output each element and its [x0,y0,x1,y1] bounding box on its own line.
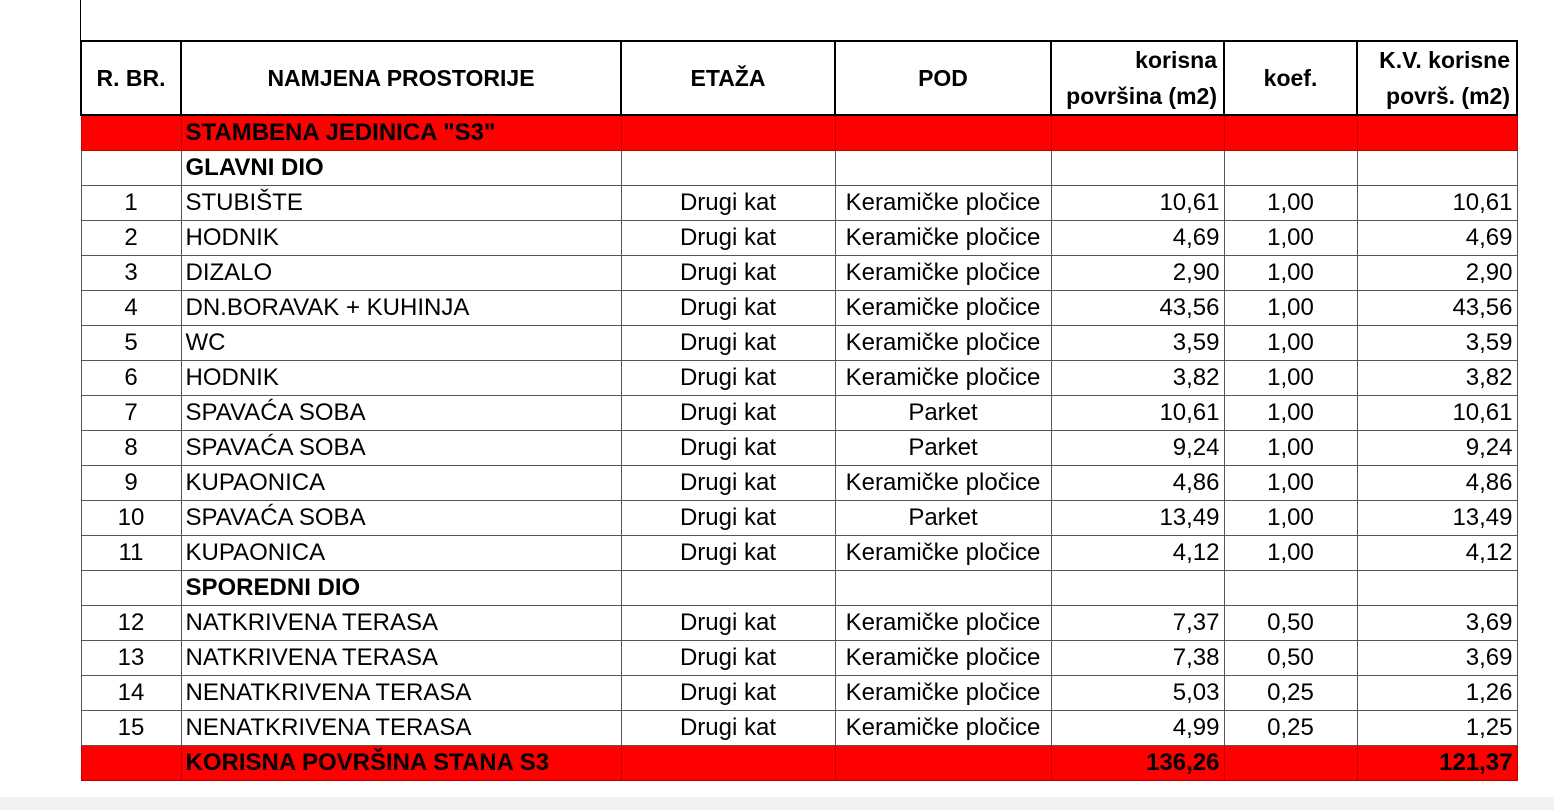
table-row [81,290,1517,325]
table-row [81,360,1517,395]
area-cell: 4,69 [1051,220,1224,255]
col-header-namjena: NAMJENA PROSTORIJE [181,41,621,115]
coef-cell: 1,00 [1224,185,1357,220]
table-row [81,535,1517,570]
room-name: SPAVAĆA SOBA [181,500,621,535]
table-row [81,255,1517,290]
table-row [81,220,1517,255]
room-name: KUPAONICA [181,535,621,570]
row-number: 10 [81,500,181,535]
table-body [81,115,1517,780]
col-header-korisna-line1: korisna [1135,47,1217,73]
floor-cell: Drugi kat [621,500,835,535]
area-cell: 7,38 [1051,640,1224,675]
table-row [81,395,1517,430]
row-number: 6 [81,360,181,395]
floor-cell: Drugi kat [621,640,835,675]
area-cell: 4,99 [1051,710,1224,745]
room-name: STUBIŠTE [181,185,621,220]
kv-area-cell: 2,90 [1357,255,1517,290]
coef-cell: 1,00 [1224,255,1357,290]
table-row [81,325,1517,360]
area-cell: 3,82 [1051,360,1224,395]
floor-type-cell: Keramičke pločice [835,710,1051,745]
kv-area-cell: 13,49 [1357,500,1517,535]
room-name: DN.BORAVAK + KUHINJA [181,290,621,325]
kv-area-cell: 43,56 [1357,290,1517,325]
kv-area-cell: 4,86 [1357,465,1517,500]
kv-area-cell: 1,25 [1357,710,1517,745]
floor-cell: Drugi kat [621,360,835,395]
floor-type-cell: Keramičke pločice [835,185,1051,220]
area-cell: 4,12 [1051,535,1224,570]
room-name: WC [181,325,621,360]
kv-area-cell: 4,69 [1357,220,1517,255]
table-row [81,185,1517,220]
header-row [81,41,1517,115]
total-kv-area: 121,37 [1357,745,1517,780]
row-number: 7 [81,395,181,430]
floor-cell: Drugi kat [621,325,835,360]
floor-cell: Drugi kat [621,220,835,255]
table-row [81,465,1517,500]
floor-type-cell: Keramičke pločice [835,220,1051,255]
table-row [81,500,1517,535]
unit-title-row [81,115,1517,150]
row-number: 3 [81,255,181,290]
coef-cell: 1,00 [1224,535,1357,570]
floor-type-cell: Keramičke pločice [835,605,1051,640]
floor-cell: Drugi kat [621,605,835,640]
kv-area-cell: 9,24 [1357,430,1517,465]
table-row [81,430,1517,465]
kv-area-cell: 1,26 [1357,675,1517,710]
row-number: 12 [81,605,181,640]
area-cell: 2,90 [1051,255,1224,290]
col-header-kv [1357,41,1517,115]
row-number: 1 [81,185,181,220]
col-header-korisna [1051,41,1224,115]
room-name: HODNIK [181,220,621,255]
floor-type-cell: Keramičke pločice [835,535,1051,570]
floor-type-cell: Keramičke pločice [835,255,1051,290]
floor-cell: Drugi kat [621,185,835,220]
area-table [80,40,1518,781]
room-name: SPAVAĆA SOBA [181,430,621,465]
area-cell: 10,61 [1051,395,1224,430]
floor-type-cell: Parket [835,395,1051,430]
row-number: 15 [81,710,181,745]
room-name: SPAVAĆA SOBA [181,395,621,430]
section-main-label: GLAVNI DIO [181,150,621,185]
row-number: 9 [81,465,181,500]
coef-cell: 1,00 [1224,500,1357,535]
section-main-row [81,150,1517,185]
coef-cell: 1,00 [1224,395,1357,430]
col-header-korisna-line2: površina (m2) [1066,83,1217,109]
floor-cell: Drugi kat [621,395,835,430]
coef-cell: 1,00 [1224,290,1357,325]
coef-cell: 1,00 [1224,325,1357,360]
unit-title: STAMBENA JEDINICA "S3" [181,115,621,150]
room-name: DIZALO [181,255,621,290]
kv-area-cell: 3,69 [1357,640,1517,675]
row-number: 4 [81,290,181,325]
coef-cell: 1,00 [1224,430,1357,465]
room-name: NENATKRIVENA TERASA [181,710,621,745]
section-side-label: SPOREDNI DIO [181,570,621,605]
area-cell: 5,03 [1051,675,1224,710]
table-row [81,640,1517,675]
floor-type-cell: Keramičke pločice [835,640,1051,675]
floor-cell: Drugi kat [621,430,835,465]
floor-cell: Drugi kat [621,535,835,570]
col-header-pod: POD [835,41,1051,115]
area-cell: 7,37 [1051,605,1224,640]
area-cell: 4,86 [1051,465,1224,500]
floor-cell: Drugi kat [621,290,835,325]
col-header-koef: koef. [1224,41,1357,115]
total-row [81,745,1517,780]
section-side-row [81,570,1517,605]
area-cell: 3,59 [1051,325,1224,360]
col-header-kv-line1: K.V. korisne [1379,47,1510,73]
floor-type-cell: Parket [835,430,1051,465]
kv-area-cell: 4,12 [1357,535,1517,570]
coef-cell: 1,00 [1224,360,1357,395]
col-header-kv-line2: površ. (m2) [1386,83,1510,109]
col-header-etaza: ETAŽA [621,41,835,115]
kv-area-cell: 10,61 [1357,185,1517,220]
col-header-rbr: R. BR. [81,41,181,115]
area-cell: 10,61 [1051,185,1224,220]
room-name: NATKRIVENA TERASA [181,640,621,675]
kv-area-cell: 3,82 [1357,360,1517,395]
coef-cell: 0,25 [1224,710,1357,745]
coef-cell: 1,00 [1224,465,1357,500]
floor-type-cell: Keramičke pločice [835,325,1051,360]
row-number: 5 [81,325,181,360]
row-number: 14 [81,675,181,710]
kv-area-cell: 10,61 [1357,395,1517,430]
area-cell: 13,49 [1051,500,1224,535]
coef-cell: 0,50 [1224,605,1357,640]
row-number: 11 [81,535,181,570]
sheet-top-area [80,0,1554,40]
table-row [81,710,1517,745]
floor-cell: Drugi kat [621,710,835,745]
floor-type-cell: Keramičke pločice [835,360,1051,395]
room-name: KUPAONICA [181,465,621,500]
floor-type-cell: Keramičke pločice [835,675,1051,710]
floor-type-cell: Keramičke pločice [835,290,1051,325]
room-name: NENATKRIVENA TERASA [181,675,621,710]
total-label: KORISNA POVRŠINA STANA S3 [181,745,621,780]
floor-type-cell: Keramičke pločice [835,465,1051,500]
kv-area-cell: 3,69 [1357,605,1517,640]
room-name: HODNIK [181,360,621,395]
row-number: 8 [81,430,181,465]
table-row [81,675,1517,710]
floor-cell: Drugi kat [621,255,835,290]
floor-cell: Drugi kat [621,675,835,710]
coef-cell: 0,50 [1224,640,1357,675]
room-name: NATKRIVENA TERASA [181,605,621,640]
row-number: 2 [81,220,181,255]
total-area: 136,26 [1051,745,1224,780]
area-cell: 9,24 [1051,430,1224,465]
floor-cell: Drugi kat [621,465,835,500]
floor-type-cell: Parket [835,500,1051,535]
table-row [81,605,1517,640]
kv-area-cell: 3,59 [1357,325,1517,360]
row-number: 13 [81,640,181,675]
sheet-bottom-strip [0,797,1554,810]
area-cell: 43,56 [1051,290,1224,325]
coef-cell: 0,25 [1224,675,1357,710]
coef-cell: 1,00 [1224,220,1357,255]
